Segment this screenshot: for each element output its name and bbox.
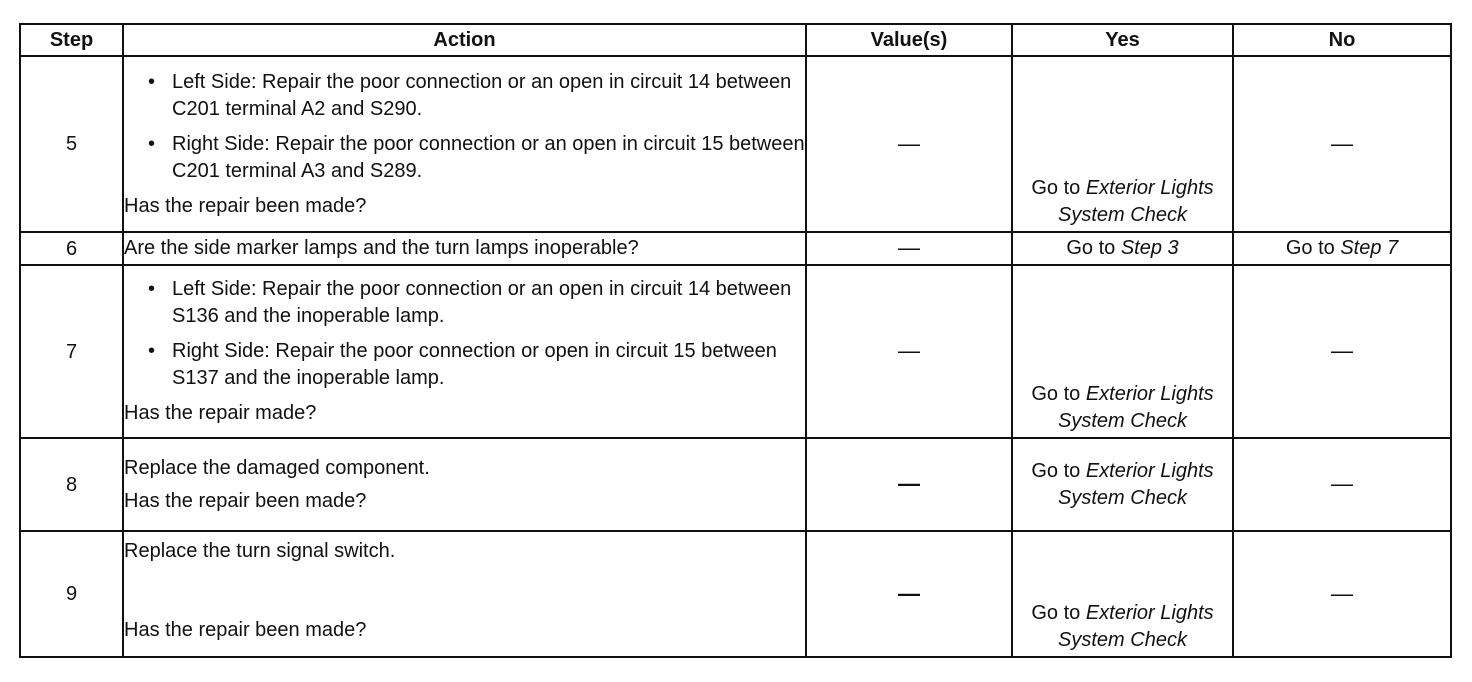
no-cell (1233, 438, 1451, 531)
value-dash: — (898, 471, 920, 496)
value-dash: — (898, 338, 920, 363)
action-bullets (124, 69, 805, 185)
header-step: Step (20, 24, 123, 56)
header-yes: Yes (1012, 24, 1233, 56)
bullet-item: • Right Side: Repair the poor connection or an open in circuit 15 between C201 terminal A3 and S289. (148, 132, 805, 182)
yes-link[interactable]: Exterior Lights System Check (1058, 177, 1214, 226)
no-dash: — (1331, 580, 1353, 606)
yes-cell (1012, 265, 1233, 438)
table-row-step-9 (20, 531, 1451, 657)
action-cell (123, 232, 806, 265)
action-question: Has the repair been made? (124, 619, 367, 641)
action-instruction: Replace the damaged component. (124, 456, 430, 479)
diagnostic-table-sheet (19, 23, 1452, 658)
action-cell (123, 265, 806, 438)
bullet-item: • Left Side: Repair the poor connection or an open in circuit 14 between S136 and the inoperable lamp. (148, 278, 792, 327)
value-cell (806, 531, 1012, 657)
yes-text: Go to Exterior Lights System Check (1031, 383, 1214, 432)
bullet-item: • Left Side: Repair the poor connection or an open in circuit 14 between C201 terminal A2 and S290. (148, 70, 792, 120)
table-row-step-7 (20, 265, 1451, 438)
table-row-step-5 (20, 56, 1451, 232)
value-dash: — (898, 130, 920, 156)
no-cell (1233, 265, 1451, 438)
step-number: 6 (20, 232, 123, 265)
yes-text: Go to Exterior Lights System Check (1031, 459, 1214, 509)
header-values: Value(s) (806, 24, 1012, 56)
value-dash: — (898, 235, 920, 260)
yes-cell (1012, 56, 1233, 232)
no-cell (1233, 56, 1451, 232)
no-link[interactable]: Step 7 (1340, 237, 1399, 259)
value-cell (806, 56, 1012, 232)
action-bullets (124, 276, 805, 392)
header-row (20, 24, 1451, 56)
no-cell (1233, 232, 1451, 265)
no-dash: — (1331, 130, 1353, 156)
bullet-icon: • (148, 340, 156, 362)
action-cell (123, 531, 806, 657)
action-cell (123, 56, 806, 232)
value-cell (806, 265, 1012, 438)
table-row-step-8 (20, 438, 1451, 531)
table-row-step-6 (20, 232, 1451, 265)
action-question: Has the repair made? (124, 402, 317, 424)
no-cell (1233, 531, 1451, 657)
yes-cell (1012, 232, 1233, 265)
action-instruction: Replace the turn signal switch. (124, 540, 396, 562)
yes-link[interactable]: Exterior Lights System Check (1058, 459, 1214, 509)
yes-cell (1012, 531, 1233, 657)
yes-link[interactable]: Step 3 (1120, 237, 1179, 259)
action-question: Has the repair been made? (124, 194, 367, 217)
step-number: 9 (20, 531, 123, 657)
no-dash: — (1331, 338, 1353, 363)
step-number: 7 (20, 265, 123, 438)
action-spacer (124, 565, 805, 617)
yes-link[interactable]: Exterior Lights System Check (1058, 602, 1214, 651)
value-cell (806, 232, 1012, 265)
step-number: 8 (20, 438, 123, 531)
step-number: 5 (20, 56, 123, 232)
value-cell (806, 438, 1012, 531)
no-dash: — (1331, 471, 1353, 496)
bullet-icon: • (148, 132, 156, 155)
bullet-icon: • (148, 278, 156, 300)
bullet-icon: • (148, 70, 156, 93)
action-cell (123, 438, 806, 531)
value-dash: — (898, 580, 920, 606)
action-question: Are the side marker lamps and the turn lamps inoperable? (124, 237, 639, 259)
yes-text: Go to Exterior Lights System Check (1031, 602, 1214, 651)
yes-cell (1012, 438, 1233, 531)
header-action: Action (123, 24, 806, 56)
bullet-item: • Right Side: Repair the poor connection or open in circuit 15 between S137 and the inoperable lamp. (148, 340, 777, 389)
yes-link[interactable]: Exterior Lights System Check (1058, 383, 1214, 432)
header-no: No (1233, 24, 1451, 56)
yes-text: Go to Exterior Lights System Check (1031, 177, 1214, 226)
diagnostic-table (19, 23, 1452, 658)
yes-text: Go to Step 3 (1066, 237, 1179, 259)
action-question: Has the repair been made? (124, 489, 367, 512)
no-text: Go to Step 7 (1285, 237, 1399, 259)
